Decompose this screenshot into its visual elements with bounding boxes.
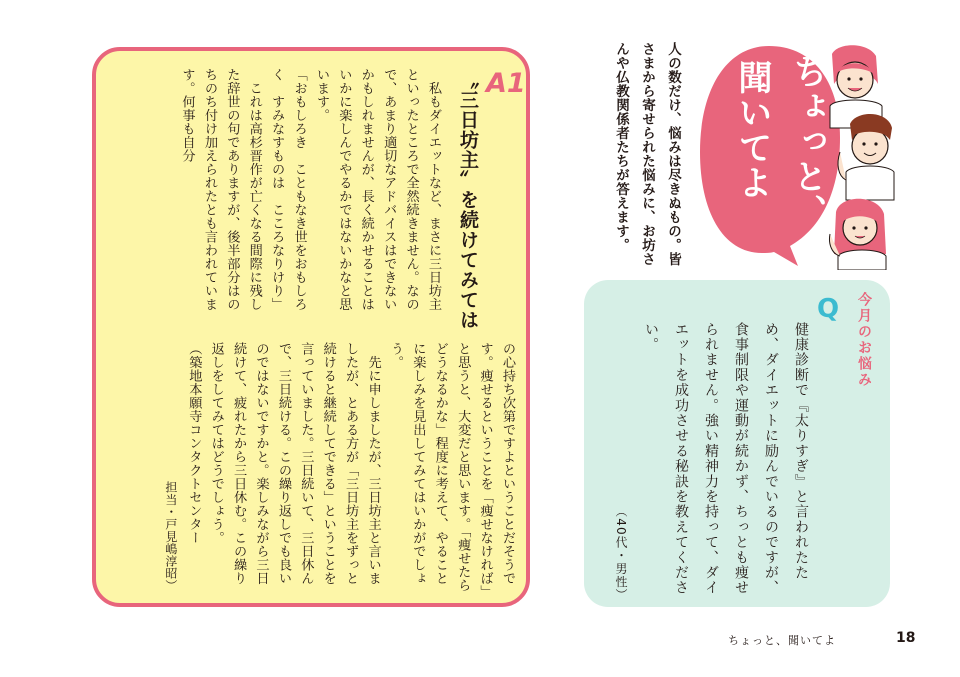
intro-text: 人の数だけ、悩みは尽きぬもの。皆さまから寄せられた悩みに、お坊さんや仏教関係者たちが答えます。 [613,42,681,266]
answer-upper-column [108,68,444,318]
question-author: （40代・男性） [614,505,628,602]
title-line-2: 聞いてよ [732,60,772,200]
answer-paragraph: 先に申しましたが、三日坊主と言いましたが、とある方が「三日坊主をずっと続けると継続してできる」ということを言っていました。三日続いて、三日休んで、三日続ける。この繰り返しでも良いのではないですかと。楽しみながら三日続けて、疲れたから三日休む。この繰り返しをしてみてはどうでしょう。 [208,342,381,585]
answer-responder: 担当・戸見嶋淳昭） [163,481,178,592]
title-line-1: ちょっと、 [787,54,827,229]
footer-section-label: ちょっと、聞いてよ [728,634,836,647]
question-label: 今月のお悩み [856,292,872,388]
answer-paragraph: これは高杉晋作が亡くなる間際に残した辞世の句でありますが、後半部分はのちのち付け加えられたとも言われています。何事も自分 [179,68,262,311]
answer-heading: 〝三日坊主〟を続けてみては [457,70,479,330]
question-text [604,322,816,602]
answer-organization: （築地本願寺コンタクトセンター [186,342,202,545]
question-body: 健康診断で『太りすぎ』と言われたため、ダイエットに励んでいるのですが、食事制限や運動が続かず、ちっとも痩せられません。強い精神力を持って、ダイエットを成功させる秘訣を教えてください。 [643,322,809,596]
question-marker: Q [817,294,840,324]
answer-marker: A1 [486,68,526,99]
people-illustration-icon [828,44,896,270]
answer-lower-column [108,342,518,592]
answer-paragraph: 私もダイエットなど、まさに三日坊主といったところで全然続きません。なので、あまり適切なアドバイスはできないかもしれませんが、長く続かせることはいかに楽しんでやるかではないかなと思います。 [313,68,441,311]
page-number: 18 [896,630,916,646]
answer-paragraph: の心持ち次第ですよということだそうです。痩せるということを「痩せなければ」と思うと、大変だと思います。「痩せたらどうなるかな」程度に考えて、やることに楽しみを見出してみてはいかがでしょう。 [387,342,515,592]
answer-paragraph: 「おもしろき こともなき世をおもしろく すみなすものは こころなりけり」 [269,68,307,311]
